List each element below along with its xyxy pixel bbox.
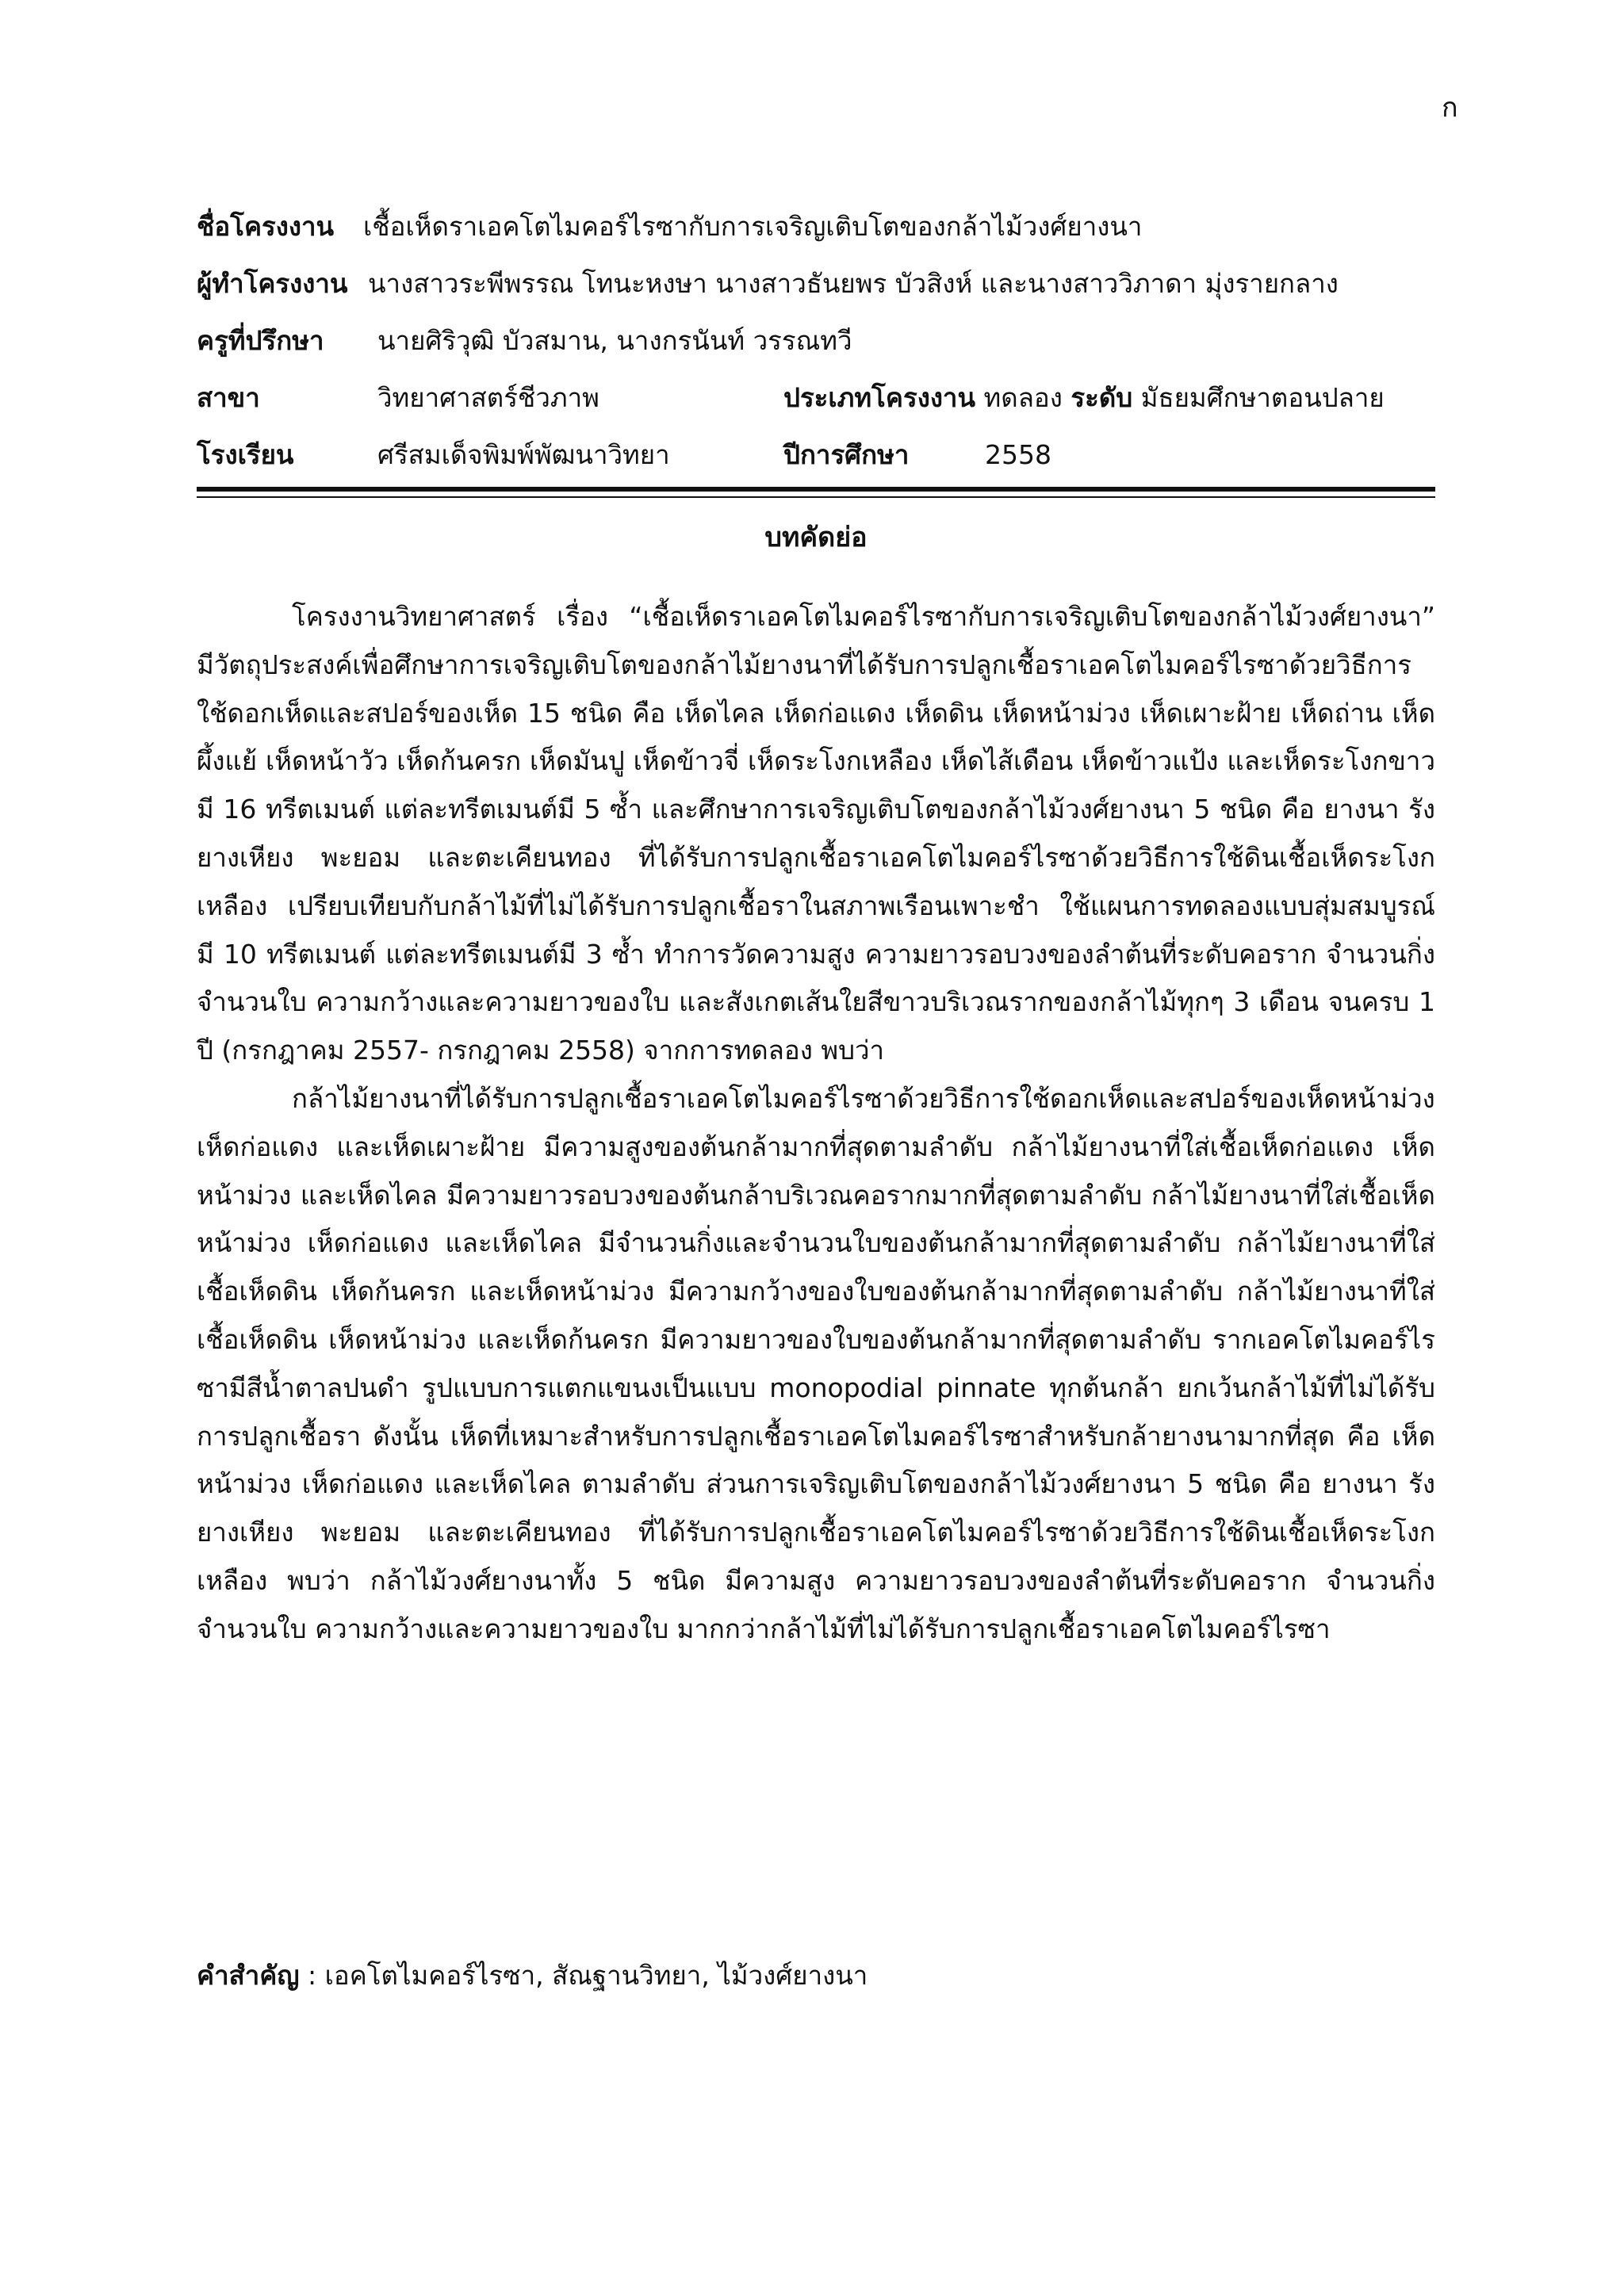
school-label: โรงเรียน — [197, 439, 294, 470]
level-value: มัธยมศึกษาตอนปลาย — [1140, 382, 1385, 413]
advisor-row — [197, 312, 1434, 369]
project-title-label: ชื่อโครงงาน — [197, 211, 335, 242]
project-type — [783, 369, 1385, 427]
authors-value: นางสาวระพีพรรณ โทนะหงษา นางสาวธันยพร บัวสิงห์ และนางสาววิภาดา มุ่งรายกลาง — [368, 268, 1339, 299]
keywords — [197, 1952, 1435, 1999]
keywords-value: เอคโตไมคอร์ไรซา, สัณฐานวิทยา, ไม้วงศ์ยางนา — [324, 1960, 868, 1991]
field-row — [197, 369, 1434, 427]
academic-year-value: 2558 — [985, 439, 1051, 470]
authors-label: ผู้ทำโครงงาน — [197, 268, 348, 299]
level-label: ระดับ — [1071, 382, 1133, 413]
header-divider-thick — [197, 487, 1435, 492]
abstract-paragraph-2: กล้าไม้ยางนาที่ได้รับการปลูกเชื้อราเอคโตไมคอร์ไรซาด้วยวิธีการใช้ดอกเห็ดและสปอร์ของเห็ดหน้าม่วง เห็ดก่อแดง และเห็ดเผาะฝ้าย มีความสูงของต้นกล้ามากที่สุดตามลำดับ กล้าไม้ยางนาที่ใส่เชื้อเห็ดก่อแดง เห็ด หน้าม่วง และเห็ดไคล มีความยาวรอบวงของต้นกล้าบริเวณคอรากมากที่สุดตามลำดับ กล้าไม้ยางนาที่ใส่เชื้อเห็ดหน้าม่วง เห็ดก่อแดง และเห็ดไคล มีจำนวนกิ่งและจำนวนใบของต้นกล้ามากที่สุดตามลำดับ กล้าไม้ยางนาที่ใส่เชื้อเห็ดดิน เห็ดก้นครก และเห็ดหน้าม่วง มีความกว้างของใบของต้นกล้ามากที่สุดตามลำดับ กล้าไม้ยางนาที่ใส่เชื้อเห็ดดิน เห็ดหน้าม่วง และเห็ดก้นครก มีความยาวของใบของต้นกล้ามากที่สุดตามลำดับ รากเอคโตไมคอร์ไรซามีสีน้ำตาลปนดำ รูปแบบการแตกแขนงเป็นแบบ monopodial pinnate ทุกต้นกล้า ยกเว้นกล้าไม้ที่ไม่ได้รับการปลูกเชื้อรา ดังนั้น เห็ดที่เหมาะสำหรับการปลูกเชื้อราเอคโตไมคอร์ไรซาสำหรับกล้ายางนามากที่สุด คือ เห็ดหน้าม่วง เห็ดก่อแดง และเห็ดไคล ตามลำดับ ส่วนการเจริญเติบโตของกล้าไม้วงศ์ยางนา 5 ชนิด คือ ยางนา รัง ยางเหียง พะยอม และตะเคียนทอง ที่ได้รับการปลูกเชื้อราเอคโตไมคอร์ไรซาด้วยวิธีการใช้ดินเชื้อเห็ดระโงกเหลือง พบว่า กล้าไม้วงศ์ยางนาทั้ง 5 ชนิด มีความสูง ความยาวรอบวงของลำต้นที่ระดับคอราก จำนวนกิ่ง จำนวนใบ ความกว้างและความยาวของใบ มากกว่ากล้าไม้ที่ไม่ได้รับการปลูกเชื้อราเอคโตไมคอร์ไรซา — [197, 1082, 1435, 1644]
project-type-label: ประเภทโครงงาน — [783, 382, 976, 413]
abstract-paragraph-1: โครงงานวิทยาศาสตร์ เรื่อง “เชื้อเห็ดราเอคโตไมคอร์ไรซากับการเจริญเติบโตของกล้าไม้วงศ์ยางนา” มีวัตถุประสงค์เพื่อศึกษาการเจริญเติบโตของกล้าไม้ยางนาที่ได้รับการปลูกเชื้อราเอคโตไมคอร์ไรซาด้วยวิธีการใช้ดอกเห็ดและสปอร์ของเห็ด 15 ชนิด คือ เห็ดไคล เห็ดก่อแดง เห็ดดิน เห็ดหน้าม่วง เห็ดเผาะฝ้าย เห็ดถ่าน เห็ดผึ้งแย้ เห็ดหน้าวัว เห็ดก้นครก เห็ดมันปู เห็ดข้าวจี่ เห็ดระโงกเหลือง เห็ดไส้เดือน เห็ดข้าวแป้ง และเห็ดระโงกขาว มี 16 ทรีตเมนต์ แต่ละทรีตเมนต์มี 5 ซ้ำ และศึกษาการเจริญเติบโตของกล้าไม้วงศ์ยางนา 5 ชนิด คือ ยางนา รัง ยางเหียง พะยอม และตะเคียนทอง ที่ได้รับการปลูกเชื้อราเอคโตไมคอร์ไรซาด้วยวิธีการใช้ดินเชื้อเห็ดระโงกเหลือง เปรียบเทียบกับกล้าไม้ที่ไม่ได้รับการปลูกเชื้อราในสภาพเรือนเพาะชำ ใช้แผนการทดลองแบบสุ่มสมบูรณ์ มี 10 ทรีตเมนต์ แต่ละทรีตเมนต์มี 3 ซ้ำ ทำการวัดความสูง ความยาวรอบวงของลำต้นที่ระดับคอราก จำนวนกิ่ง จำนวนใบ ความกว้างและความยาวของใบ และสังเกตเส้นใยสีขาวบริเวณรากของกล้าไม้ทุกๆ 3 เดือน จนครบ 1 ปี (กรกฎาคม 2557- กรกฎาคม 2558) จากการทดลอง พบว่า — [197, 601, 1435, 1066]
page-number: ก — [1442, 92, 1458, 124]
project-metadata — [197, 198, 1434, 484]
header-divider-thin — [197, 496, 1435, 498]
project-title-row — [197, 198, 1434, 255]
abstract-title: บทคัดย่อ — [764, 522, 868, 553]
keywords-separator: : — [299, 1960, 325, 1991]
advisor-label: ครูที่ปรึกษา — [197, 325, 324, 356]
abstract-body — [197, 593, 1435, 1654]
advisor-value: นายศิริวุฒิ บัวสมาน, นางกรนันท์ วรรณทวี — [377, 325, 852, 356]
school-row — [197, 427, 1434, 484]
field-value: วิทยาศาสตร์ชีวภาพ — [377, 382, 599, 413]
project-title-value: เชื้อเห็ดราเอคโตไมคอร์ไรซากับการเจริญเติบโตของกล้าไม้วงศ์ยางนา — [363, 211, 1143, 242]
project-type-value: ทดลอง — [983, 382, 1063, 413]
field-label: สาขา — [197, 382, 260, 413]
school-value: ศรีสมเด็จพิมพ์พัฒนาวิทยา — [377, 439, 670, 470]
authors-row — [197, 255, 1434, 312]
academic-year-label: ปีการศึกษา — [783, 439, 910, 470]
keywords-label: คำสำคัญ — [197, 1960, 300, 1991]
